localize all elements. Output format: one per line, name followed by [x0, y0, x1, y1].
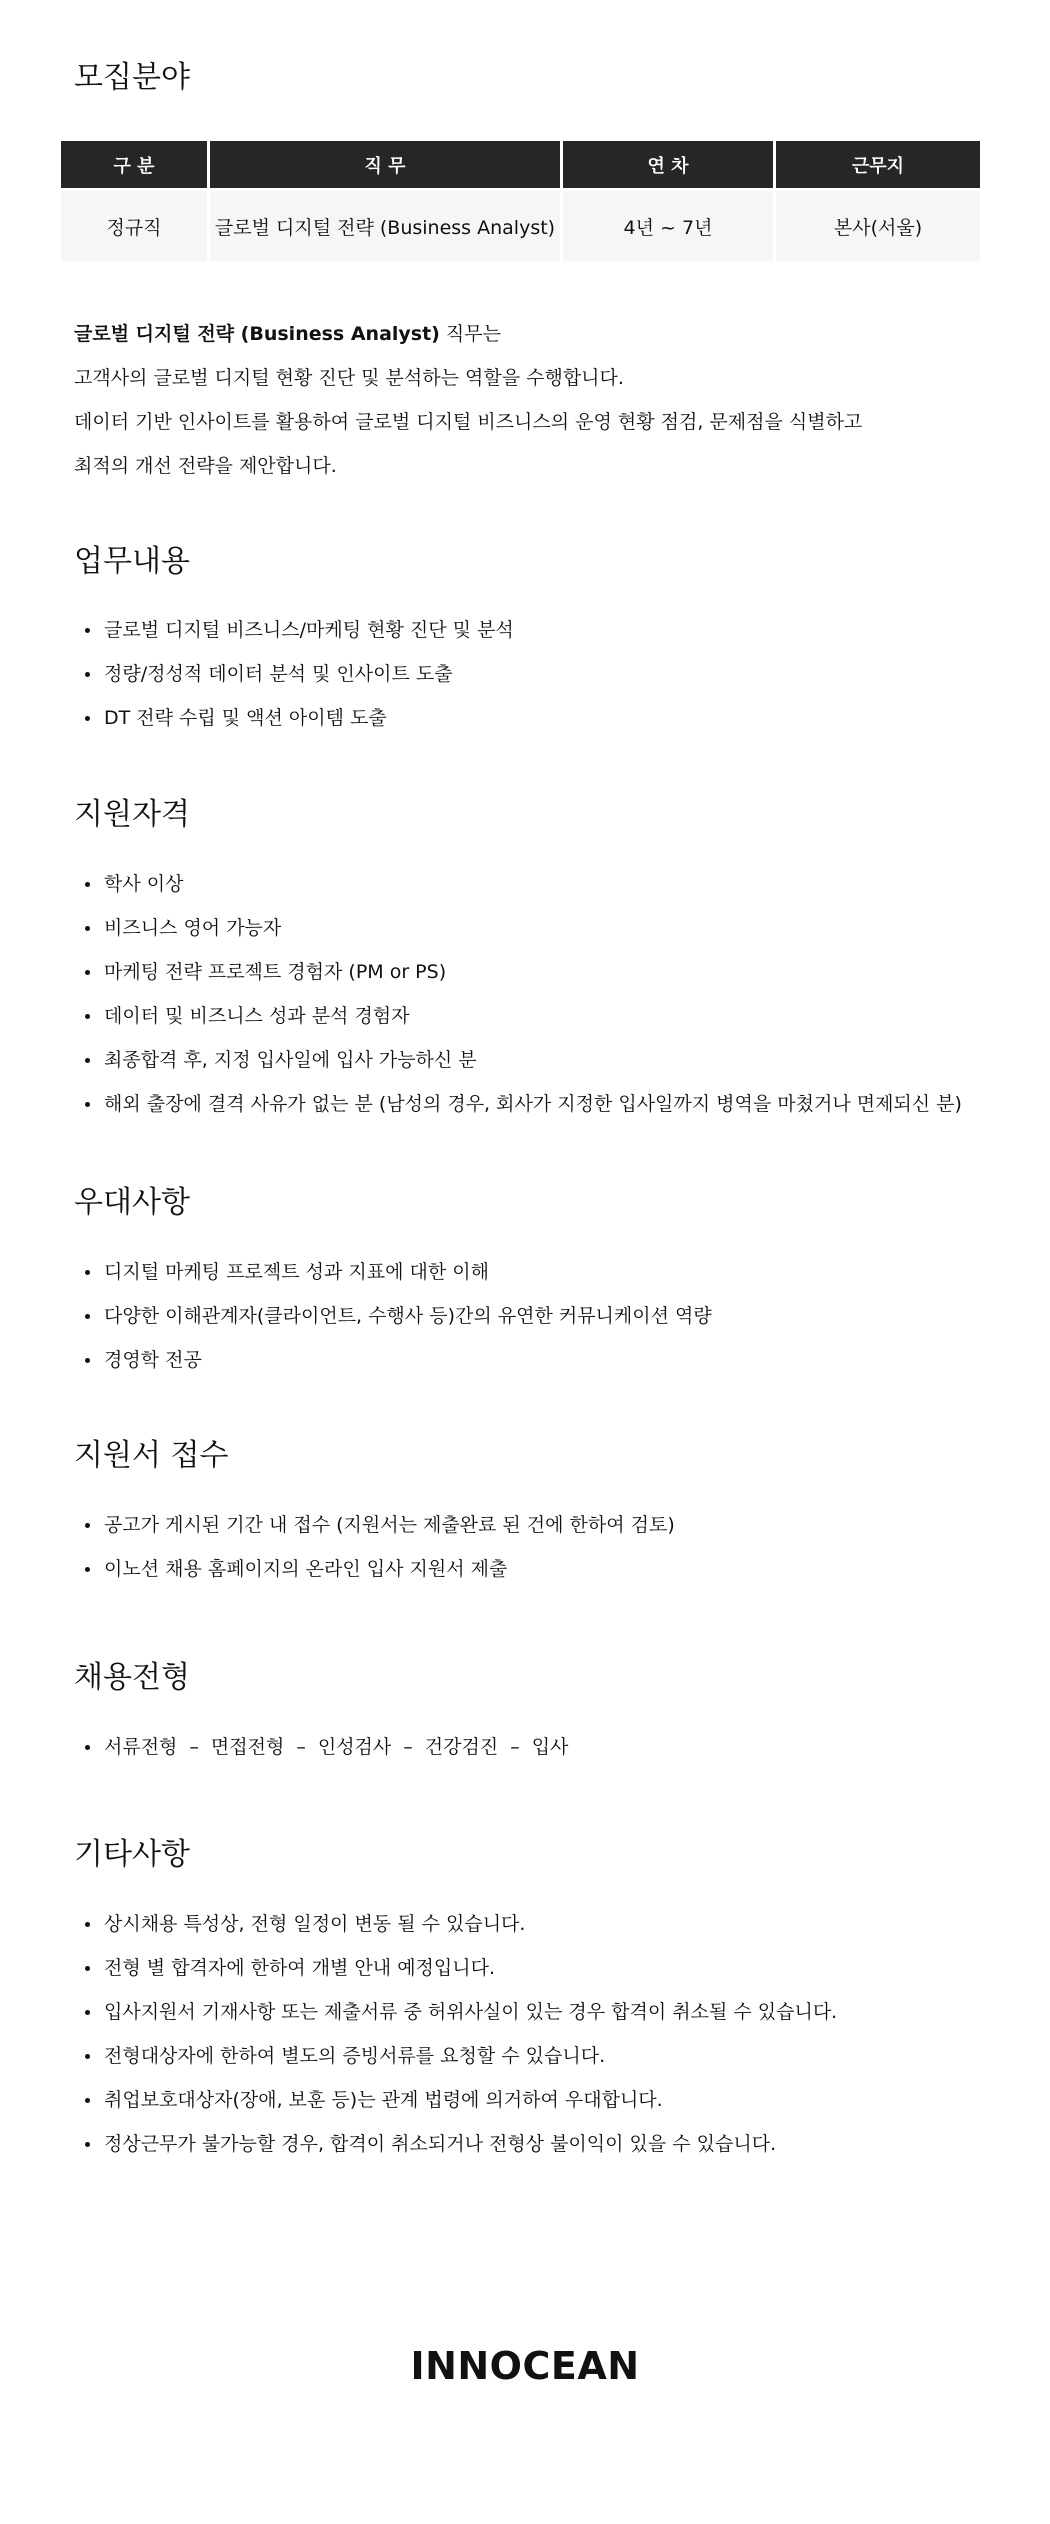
duties-list — [74, 608, 514, 740]
intro-line: 고객사의 글로벌 디지털 현황 진단 및 분석하는 역할을 수행합니다. — [74, 367, 624, 389]
section-title-application: 지원서 접수 — [74, 1438, 229, 1473]
list-item: 글로벌 디지털 비즈니스/마케팅 현황 진단 및 분석 — [74, 608, 514, 652]
list-item: 비즈니스 영어 가능자 — [74, 906, 962, 950]
list-item: 학사 이상 — [74, 862, 962, 906]
list-item: 정상근무가 불가능할 경우, 합격이 취소되거나 전형상 불이익이 있을 수 있습니다. — [74, 2122, 837, 2166]
list-item: 마케팅 전략 프로젝트 경험자 (PM or PS) — [74, 950, 962, 994]
process-list — [74, 1725, 568, 1769]
recruit-table — [58, 141, 983, 261]
intro-line: 최적의 개선 전략을 제안합니다. — [74, 455, 337, 477]
qualifications-list — [74, 862, 962, 1126]
section-title-etc: 기타사항 — [74, 1837, 190, 1872]
table-header: 구 분 — [61, 141, 207, 188]
table-row — [61, 188, 980, 261]
process-flow — [74, 1725, 568, 1769]
table-cell-years: 4년 ~ 7년 — [563, 188, 773, 261]
section-title-recruit: 모집분야 — [74, 60, 190, 95]
section-title-duties: 업무내용 — [74, 544, 190, 579]
list-item: 취업보호대상자(장애, 보훈 등)는 관계 법령에 의거하여 우대합니다. — [74, 2078, 837, 2122]
list-item: 최종합격 후, 지정 입사일에 입사 가능하신 분 — [74, 1038, 962, 1082]
application-list — [74, 1503, 675, 1591]
list-item: 정량/정성적 데이터 분석 및 인사이트 도출 — [74, 652, 514, 696]
preferred-list — [74, 1250, 712, 1382]
table-cell-type: 정규직 — [61, 188, 207, 261]
process-step: 입사 — [531, 1736, 569, 1758]
table-cell-role: 글로벌 디지털 전략 (Business Analyst) — [210, 188, 560, 261]
list-item: 디지털 마케팅 프로젝트 성과 지표에 대한 이해 — [74, 1250, 712, 1294]
process-separator: – — [403, 1736, 413, 1758]
innocean-logo: INNOCEAN — [410, 2344, 640, 2388]
list-item: 데이터 및 비즈니스 성과 분석 경험자 — [74, 994, 962, 1038]
list-item: 공고가 게시된 기간 내 접수 (지원서는 제출완료 된 건에 한하여 검토) — [74, 1503, 675, 1547]
table-header: 근무지 — [776, 141, 980, 188]
role-intro — [74, 312, 862, 488]
intro-line: 데이터 기반 인사이트를 활용하여 글로벌 디지털 비즈니스의 운영 현황 점검, 문제점을 식별하고 — [74, 411, 863, 433]
intro-role-name: 글로벌 디지털 전략 (Business Analyst) — [74, 323, 440, 345]
process-step: 건강검진 — [424, 1736, 499, 1758]
section-title-process: 채용전형 — [74, 1660, 190, 1695]
etc-list — [74, 1902, 837, 2166]
list-item: 해외 출장에 결격 사유가 없는 분 (남성의 경우, 회사가 지정한 입사일까지 병역을 마쳤거나 면제되신 분) — [74, 1082, 962, 1126]
table-cell-location: 본사(서울) — [776, 188, 980, 261]
list-item: 전형 별 합격자에 한하여 개별 안내 예정입니다. — [74, 1946, 837, 1990]
list-item: 다양한 이해관계자(클라이언트, 수행사 등)간의 유연한 커뮤니케이션 역량 — [74, 1294, 712, 1338]
process-step: 인성검사 — [317, 1736, 392, 1758]
process-separator: – — [296, 1736, 306, 1758]
table-header: 연 차 — [563, 141, 773, 188]
list-item: 이노션 채용 홈페이지의 온라인 입사 지원서 제출 — [74, 1547, 675, 1591]
intro-role-suffix: 직무는 — [439, 323, 501, 345]
process-step: 면접전형 — [210, 1736, 285, 1758]
list-item: 입사지원서 기재사항 또는 제출서류 중 허위사실이 있는 경우 합격이 취소될 수 있습니다. — [74, 1990, 837, 2034]
process-step: 서류전형 — [104, 1736, 178, 1758]
intro-line — [74, 312, 862, 356]
section-title-preferred: 우대사항 — [74, 1185, 190, 1220]
process-separator: – — [189, 1736, 199, 1758]
list-item: DT 전략 수립 및 액션 아이템 도출 — [74, 696, 514, 740]
list-item: 전형대상자에 한하여 별도의 증빙서류를 요청할 수 있습니다. — [74, 2034, 837, 2078]
list-item: 경영학 전공 — [74, 1338, 712, 1382]
section-title-qualifications: 지원자격 — [74, 797, 190, 832]
table-header: 직 무 — [210, 141, 560, 188]
list-item: 상시채용 특성상, 전형 일정이 변동 될 수 있습니다. — [74, 1902, 837, 1946]
process-separator: – — [510, 1736, 520, 1758]
table-header-row — [61, 141, 980, 188]
